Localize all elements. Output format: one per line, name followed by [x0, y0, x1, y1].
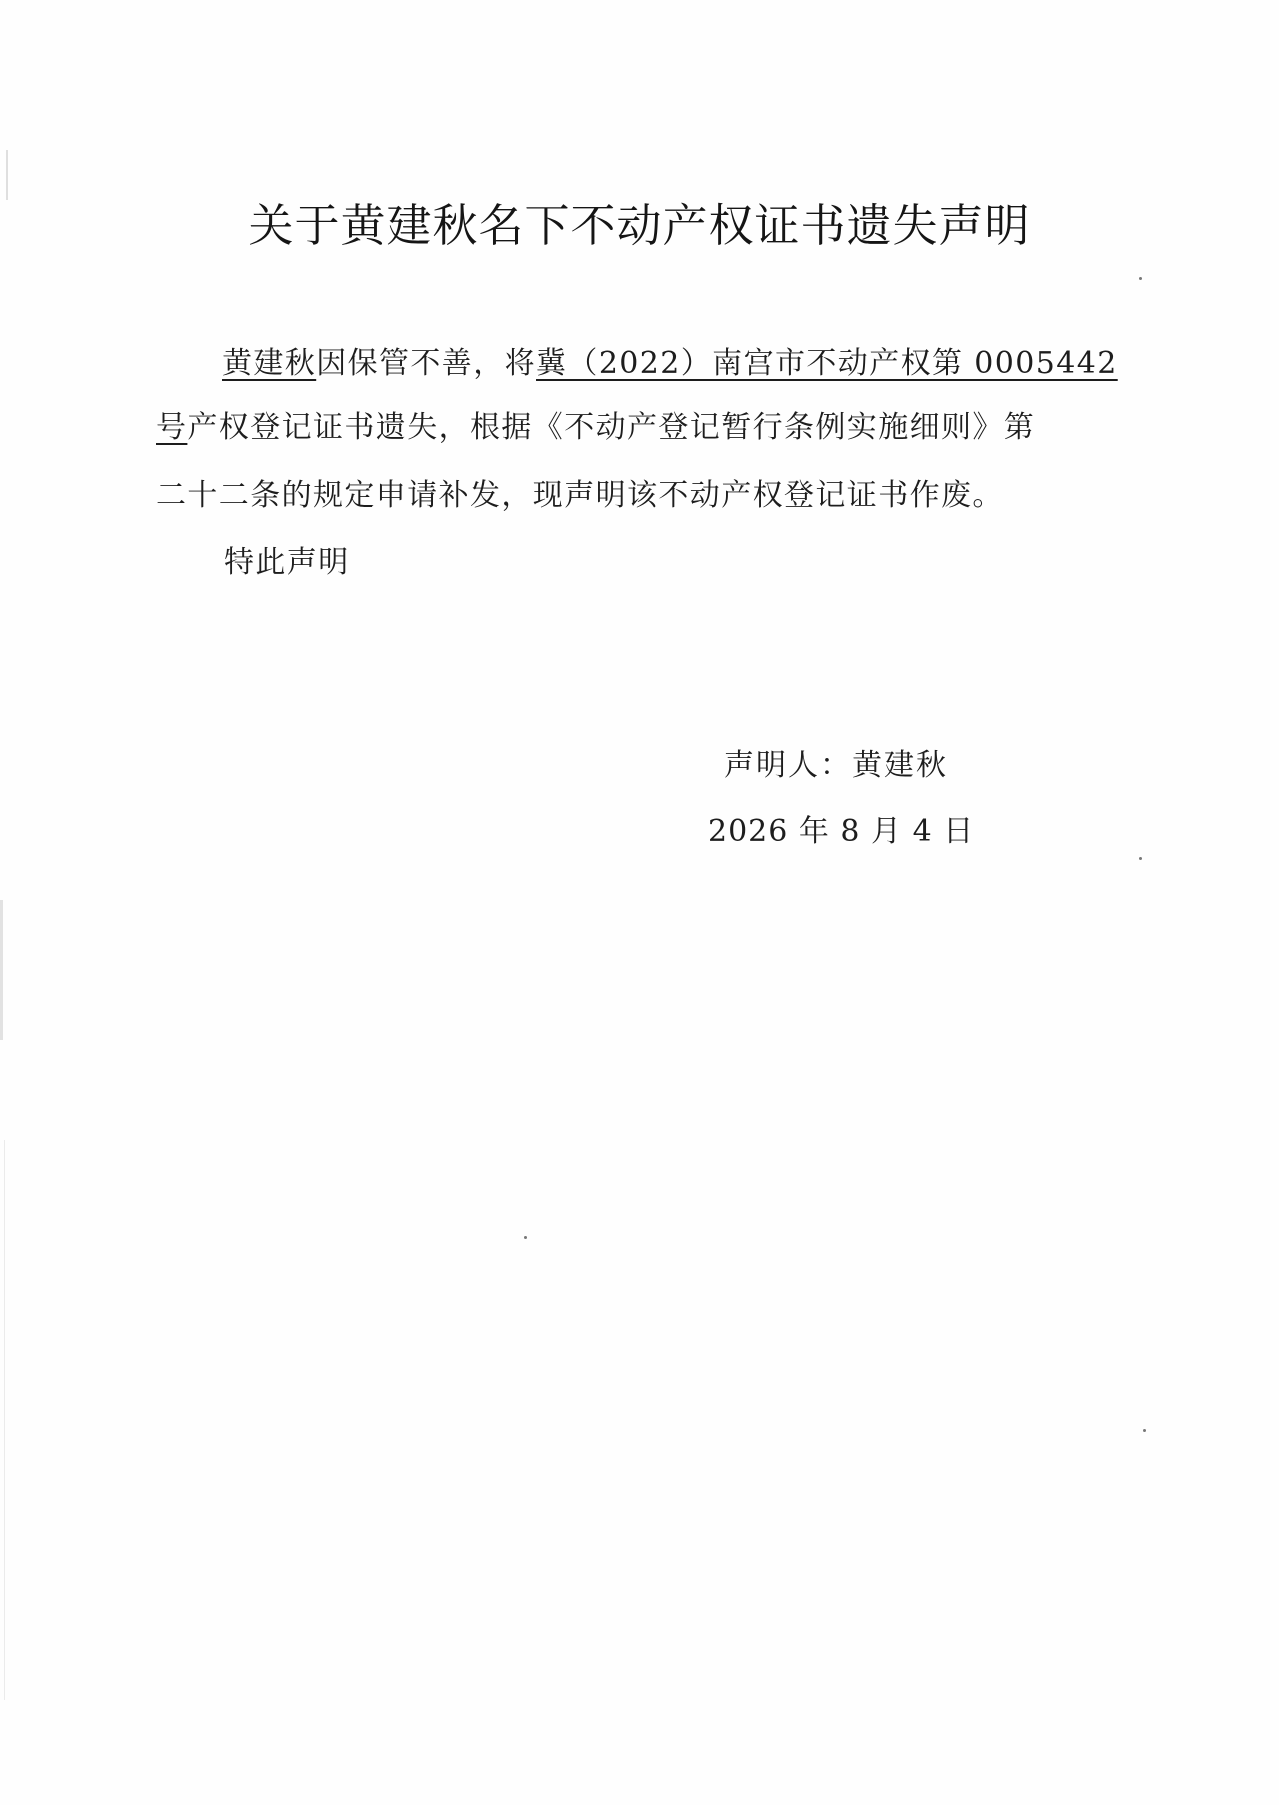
signer-line: 声明人：黄建秋: [724, 748, 948, 783]
scan-speck: [1143, 1429, 1146, 1432]
certificate-number: 冀（2022）南宫市不动产权第 0005442: [536, 346, 1118, 381]
scan-edge-mark: [6, 150, 8, 200]
declaration-date: 2026 年 8 月 4 日: [708, 814, 975, 849]
closing-statement: 特此声明: [224, 545, 350, 580]
scan-speck: [1139, 857, 1142, 860]
scan-speck: [1139, 277, 1142, 280]
certificate-number-suffix: 号: [156, 410, 188, 445]
paragraph-line-1: [222, 342, 1202, 386]
scan-edge-mark: [0, 900, 3, 1040]
paragraph-line-2: [156, 406, 1136, 450]
scan-speck: [524, 1236, 527, 1239]
document-title: 关于黄建秋名下不动产权证书遗失声明: [248, 199, 1031, 252]
paragraph-line-3: [156, 474, 1136, 518]
paragraph-text: 二十二条的规定申请补发，现声明该不动产权登记证书作废。: [156, 478, 1004, 513]
declarant-name: 黄建秋: [222, 346, 317, 381]
paragraph-text: 因保管不善，将: [316, 346, 537, 381]
paragraph-text: 产权登记证书遗失，根据《不动产登记暂行条例实施细则》第: [187, 410, 1036, 445]
scan-edge-mark: [4, 1140, 5, 1700]
